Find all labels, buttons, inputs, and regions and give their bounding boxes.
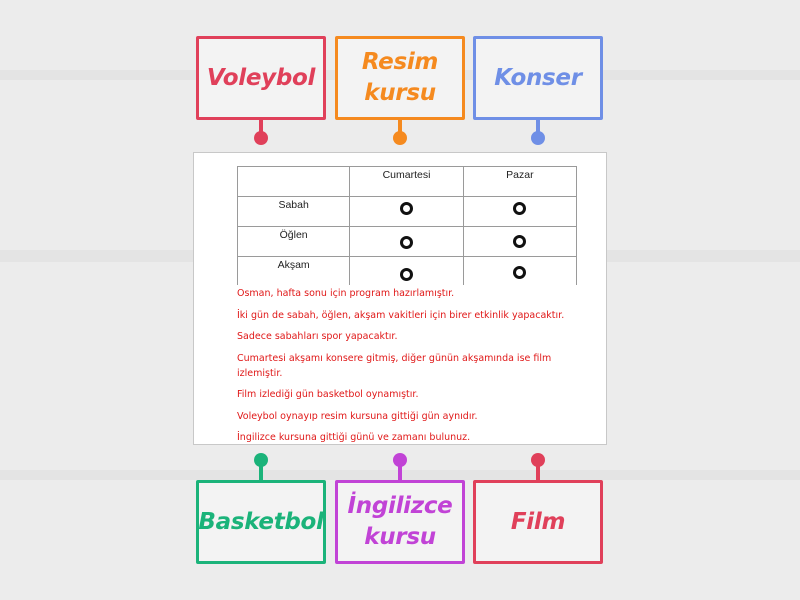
card-label: Basketbol [198,508,324,535]
table-row [238,197,577,227]
card-pin-dot [254,131,268,145]
circle-slot-icon [513,235,526,248]
card-konser[interactable] [473,36,603,120]
slot-cell [463,227,576,257]
slot-cell [463,257,576,286]
header-cell-pazar: Pazar [463,167,576,197]
puzzle-document [193,152,607,445]
schedule-table [237,166,577,285]
header-cell-cumartesi: Cumartesi [350,167,463,197]
header-cell-empty [238,167,350,197]
row-label-oglen: Öğlen [238,227,350,257]
circle-slot-icon [513,202,526,215]
circle-slot-icon [513,266,526,279]
card-connector [536,462,540,480]
card-voleybol[interactable] [196,36,326,120]
card-connector [259,462,263,480]
circle-slot-icon [400,268,413,281]
table-row [238,227,577,257]
clue-text: İngilizce kursuna gittiği günü ve zamanı bulunuz. [237,432,471,443]
clue-text: İki gün de sabah, öğlen, akşam vakitleri için birer etkinlik yapacaktır. [237,309,565,321]
clue-text: Voleybol oynayıp resim kursuna gittiği gün aynıdır. [237,410,478,422]
card-ingilizce-kursu[interactable] [335,480,465,564]
clue-text: Cumartesi akşamı konsere gitmiş, diğer günün akşamında ise film izlemiştir. [237,352,552,379]
row-label-aksam: Akşam [238,257,350,286]
table-header-row [238,167,577,197]
clue-text: Osman, hafta sonu için program hazırlamıştır. [237,288,455,299]
card-label: Resim kursu [361,49,439,106]
card-pin-dot [393,131,407,145]
row-label-sabah: Sabah [238,197,350,227]
slot-cell [350,257,463,286]
card-label: Film [510,508,566,535]
circle-slot-icon [400,202,413,215]
card-label: Voleybol [206,64,316,91]
clue-list [237,286,597,445]
card-pin-dot [531,131,545,145]
card-film[interactable] [473,480,603,564]
card-label: Konser [494,64,582,91]
table-row [238,257,577,286]
clue-text: Sadece sabahları spor yapacaktır. [237,331,398,342]
slot-cell [350,197,463,227]
card-label: İngilizce kursu [347,493,453,550]
slot-cell [350,227,463,257]
circle-slot-icon [400,236,413,249]
card-resim-kursu[interactable] [335,36,465,120]
slot-cell [463,197,576,227]
card-connector [398,462,402,480]
clue-text: Film izlediği gün basketbol oynamıştır. [237,389,419,400]
card-basketbol[interactable] [196,480,326,564]
